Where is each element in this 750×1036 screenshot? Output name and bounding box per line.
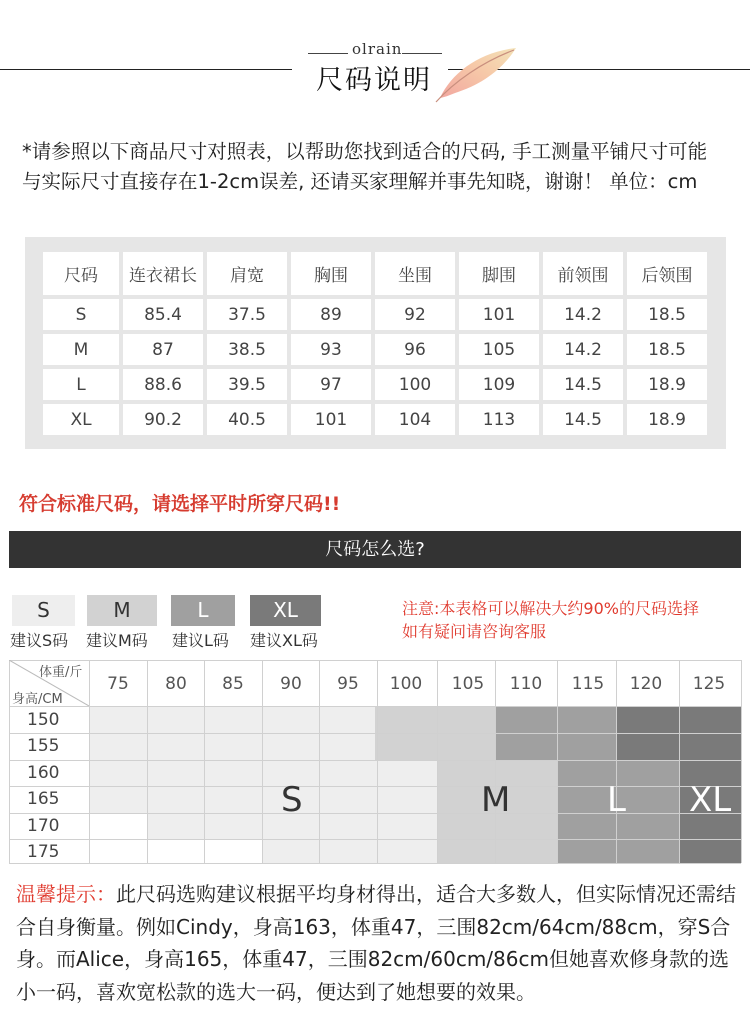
table-cell: 101 — [291, 404, 371, 435]
table-cell: 38.5 — [207, 334, 287, 365]
warm-tip-text: 此尺码选购建议根据平均身材得出，适合大多数人，但实际情况还需结合自身衡量。例如Cindy，身高163，体重47，三围82cm/64cm/88cm，穿S合身。而Alice，身高165，体重47，三围82cm/60cm/86cm但她喜欢修身款的选小一码，喜欢宽松款的选大一码，便达到了她想要的效果。 — [16, 882, 736, 1004]
table-cell: 14.2 — [543, 334, 623, 365]
size-table-header: 前领围 — [543, 252, 623, 295]
weight-label: 115 — [571, 674, 605, 694]
table-row — [43, 404, 707, 435]
height-label: 175 — [27, 842, 60, 862]
table-cell: 18.5 — [627, 299, 707, 330]
legend-caption-s: 建议S码 — [10, 631, 69, 650]
standard-size-notice: 符合标准尺码，请选择平时所穿尺码!! — [19, 493, 341, 515]
table-cell: L — [43, 369, 119, 400]
weight-label: 110 — [509, 674, 543, 694]
brand-logo: olrain — [352, 40, 403, 58]
table-cell: 14.5 — [543, 404, 623, 435]
size-table-header: 尺码 — [43, 252, 119, 295]
grid-line-horizontal — [9, 760, 741, 761]
table-cell: 18.9 — [627, 369, 707, 400]
legend-caption-m: 建议M码 — [86, 631, 148, 650]
legend-caption-l: 建议L码 — [172, 631, 229, 650]
legend-swatch-m: M — [87, 595, 157, 626]
weight-label: 105 — [451, 674, 485, 694]
height-label: 165 — [27, 789, 60, 809]
grid-line-vertical — [437, 660, 438, 863]
table-cell: 18.5 — [627, 334, 707, 365]
grid-line-vertical — [557, 660, 558, 863]
grid-line-horizontal — [9, 813, 741, 814]
zone-label-xl: XL — [689, 780, 732, 820]
table-row — [43, 299, 707, 330]
height-label: 155 — [27, 736, 60, 756]
size-table-header-row — [43, 252, 707, 295]
height-axis-label: 身高/CM — [12, 692, 63, 707]
legend-swatch-s: S — [12, 595, 75, 626]
table-cell: 14.5 — [543, 369, 623, 400]
weight-label: 120 — [629, 674, 663, 694]
weight-axis-label: 体重/斤 — [39, 665, 83, 680]
grid-line-horizontal — [9, 839, 741, 840]
zone-label-m: M — [481, 780, 511, 820]
table-cell: 96 — [375, 334, 455, 365]
intro-text: *请参照以下商品尺寸对照表，以帮助您找到适合的尺码, 手工测量平铺尺寸可能与实际尺寸直接存在1-2cm误差, 还请买家理解并事先知晓，谢谢！ 单位：cm — [22, 140, 708, 193]
size-table-header: 胸围 — [291, 252, 371, 295]
grid-line-vertical — [741, 660, 742, 863]
grid-line-horizontal — [9, 863, 741, 864]
weight-label: 90 — [280, 674, 302, 694]
table-cell: 18.9 — [627, 404, 707, 435]
table-cell: S — [43, 299, 119, 330]
weight-label: 80 — [165, 674, 187, 694]
size-table-header: 肩宽 — [207, 252, 287, 295]
height-label: 170 — [27, 816, 60, 836]
size-note-line: 如有疑问请咨询客服 — [402, 622, 547, 641]
feather-icon — [432, 42, 522, 104]
table-cell: 87 — [123, 334, 203, 365]
legend-swatch-l: L — [171, 595, 235, 626]
table-cell: 89 — [291, 299, 371, 330]
grid-line-horizontal — [9, 706, 741, 707]
table-cell: XL — [43, 404, 119, 435]
weight-label: 75 — [107, 674, 129, 694]
size-table-header: 坐围 — [375, 252, 455, 295]
grid-zone-s — [262, 839, 437, 863]
size-table-header: 后领围 — [627, 252, 707, 295]
table-cell: 104 — [375, 404, 455, 435]
table-row — [43, 334, 707, 365]
legend-caption-xl: 建议XL码 — [250, 631, 318, 650]
weight-label: 85 — [222, 674, 244, 694]
weight-label: 125 — [692, 674, 726, 694]
table-cell: 92 — [375, 299, 455, 330]
table-cell: 105 — [459, 334, 539, 365]
size-table-header: 脚围 — [459, 252, 539, 295]
grid-line-horizontal — [9, 786, 741, 787]
table-cell: 14.2 — [543, 299, 623, 330]
grid-line-horizontal — [9, 660, 741, 661]
table-cell: 109 — [459, 369, 539, 400]
table-cell: 93 — [291, 334, 371, 365]
size-table — [39, 248, 711, 439]
table-cell: 101 — [459, 299, 539, 330]
size-note-line: 注意:本表格可以解决大约90%的尺码选择 — [402, 599, 699, 618]
table-cell: 113 — [459, 404, 539, 435]
page-title: 尺码说明 — [316, 65, 432, 96]
height-label: 160 — [27, 763, 60, 783]
table-cell: 85.4 — [123, 299, 203, 330]
brand-rule-left — [308, 53, 348, 54]
size-table-header: 连衣裙长 — [123, 252, 203, 295]
grid-line-horizontal — [9, 733, 741, 734]
size-note — [402, 597, 699, 643]
zone-label-l: L — [607, 780, 626, 820]
header-rule-left — [0, 69, 292, 70]
weight-label: 95 — [337, 674, 359, 694]
table-row — [43, 369, 707, 400]
table-cell: 39.5 — [207, 369, 287, 400]
table-cell: M — [43, 334, 119, 365]
weight-label: 100 — [389, 674, 423, 694]
table-cell: 97 — [291, 369, 371, 400]
table-cell: 40.5 — [207, 404, 287, 435]
warm-tip-label: 温馨提示： — [16, 882, 116, 906]
zone-label-s: S — [281, 780, 303, 820]
legend-swatch-xl: XL — [250, 595, 321, 626]
table-cell: 88.6 — [123, 369, 203, 400]
table-cell: 37.5 — [207, 299, 287, 330]
warm-tip — [16, 878, 736, 1008]
section-title-bar: 尺码怎么选? — [9, 531, 741, 568]
table-cell: 90.2 — [123, 404, 203, 435]
height-label: 150 — [27, 710, 60, 730]
table-cell: 100 — [375, 369, 455, 400]
